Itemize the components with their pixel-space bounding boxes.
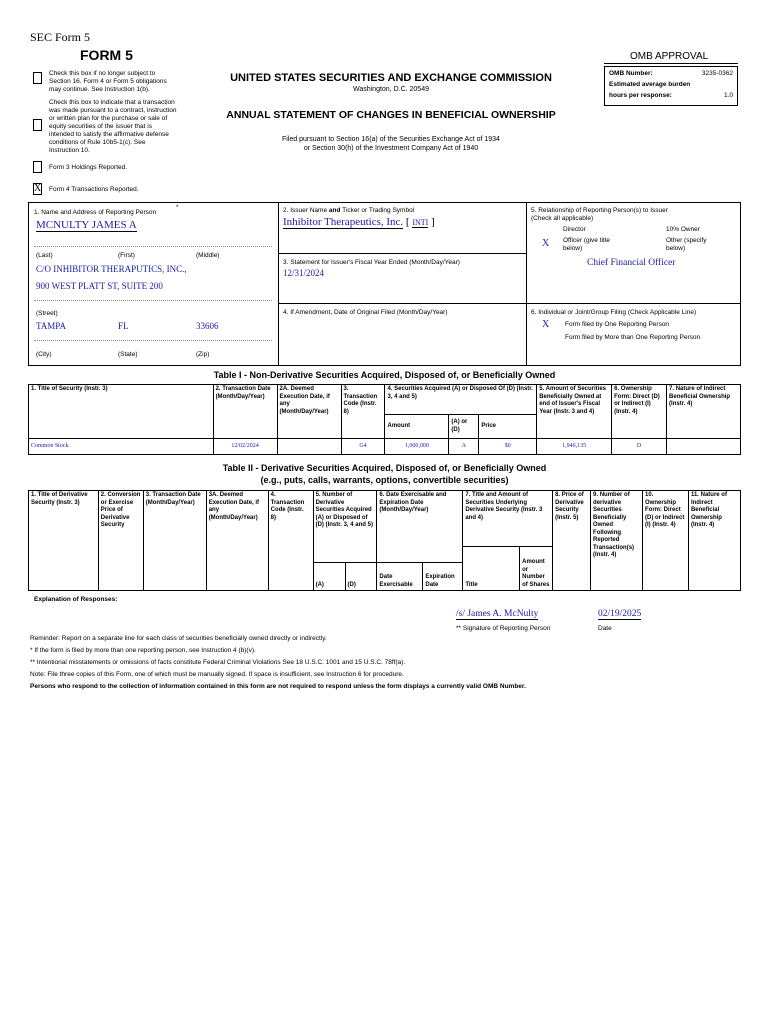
t2-h3a: 3A. Deemed Execution Date, if any (Month/Day/Year) <box>206 491 268 591</box>
fiscal-year-label: 3. Statement for Issuer's Fiscal Year Ended (Month/Day/Year) <box>283 259 460 266</box>
t1-h4-price: Price <box>479 415 537 439</box>
city-label: (City) <box>36 351 52 358</box>
no-longer-subject-checkbox[interactable] <box>33 72 42 84</box>
form3-checkbox[interactable] <box>33 161 42 173</box>
reporting-person-label: 1. Name and Address of Reporting Person <box>34 209 157 216</box>
table2-subtitle: (e.g., puts, calls, warrants, options, convertible securities) <box>260 475 509 485</box>
director-label: Director <box>563 226 586 233</box>
table2 <box>28 490 741 591</box>
form4-checkbox[interactable]: X <box>34 183 42 194</box>
form3-text: Form 3 Holdings Reported. <box>49 164 128 171</box>
statement-title: ANNUAL STATEMENT OF CHANGES IN BENEFICIAL OWNERSHIP <box>226 109 556 121</box>
t1-h4-amount: Amount <box>385 415 449 439</box>
t1-h4-aord: (A) or (D) <box>449 415 479 439</box>
t2-h6-exercisable: Date Exercisable <box>377 563 423 591</box>
t2-h7-amount: Amount or Number of Shares <box>520 547 553 591</box>
filing-label: 6. Individual or Joint/Group Filing (Check Applicable Line) <box>531 309 697 316</box>
note-omb: Persons who respond to the collection of information contained in this form are not required to respond unless the form displays a currently valid OMB Number. <box>30 683 526 690</box>
t1-h1: 1. Title of Security (Instr. 3) <box>29 385 214 439</box>
commission-city: Washington, D.C. 20549 <box>352 86 429 93</box>
fiscal-year-value: 12/31/2024 <box>283 268 325 278</box>
t1-h4: 4. Securities Acquired (A) or Disposed Of (D) (Instr. 3, 4 and 5) <box>385 385 537 415</box>
t1-row-nature <box>667 439 741 455</box>
sec-form-label: SEC Form 5 <box>30 30 91 44</box>
t2-h5-d: (D) <box>345 563 377 591</box>
ten-pct-owner-label: 10% Owner <box>666 226 700 233</box>
issuer-name[interactable]: Inhibitor Therapeutics, Inc. <box>283 216 404 228</box>
t2-h2: 2. Conversion or Exercise Price of Derivative Security <box>98 491 143 591</box>
omb-heading: OMB APPROVAL <box>630 51 709 62</box>
relationship-label: 5. Relationship of Reporting Person(s) to Issuer <box>531 207 668 214</box>
t2-h4: 4. Transaction Code (Instr. 8) <box>268 491 313 591</box>
omb-box <box>604 66 738 106</box>
t2-h8: 8. Price of Derivative Security (Instr. 5) <box>553 491 591 591</box>
more-person-label: Form filed by More than One Reporting Person <box>565 334 701 341</box>
note-misstatements: ** Intentional misstatements or omissions of facts constitute Federal Criminal Violations See 18 U.S.C. 1001 and 15 U.S.C. 78ff(a). <box>30 659 406 666</box>
t1-row-owned: 1,946,135 <box>537 439 612 455</box>
table2-title: Table II - Derivative Securities Acquired, Disposed of, or Beneficially Owned <box>222 463 547 473</box>
t2-h10: 10. Ownership Form: Direct (D) or Indirect (I) (Instr. 4) <box>643 491 689 591</box>
commission-title: UNITED STATES SECURITIES AND EXCHANGE COMMISSION <box>230 72 552 84</box>
form4-text: Form 4 Transactions Reported. <box>49 186 139 193</box>
city-value: TAMPA <box>36 321 66 331</box>
t1-row-amount: 1,000,000 <box>385 439 449 455</box>
omb-number-label: OMB Number: <box>609 70 653 77</box>
address-line-1: C/O INHIBITOR THERAPUTICS, INC., <box>36 264 187 274</box>
t2-h9: 9. Number of derivative Securities Beneficially Owned Following Reported Transaction(s) (Instr. 4) <box>591 491 643 591</box>
signature-date[interactable]: 02/19/2025 <box>598 609 642 619</box>
issuer-label: 2. Issuer Name and Ticker or Trading Symbol <box>283 207 415 214</box>
filed-pursuant-2: or Section 30(h) of the Investment Company Act of 1940 <box>303 145 479 152</box>
t2-h11: 11. Nature of Indirect Beneficial Ownership (Instr. 4) <box>688 491 740 591</box>
t2-h5-a: (A) <box>313 563 345 591</box>
signature-label: ** Signature of Reporting Person <box>456 625 551 632</box>
t2-h5: 5. Number of Derivative Securities Acquired (A) or Disposed of (D) (Instr. 3, 4 and 5) <box>313 491 377 563</box>
first-label: (First) <box>118 252 135 259</box>
note-copies: Note: File three copies of this Form, one of which must be manually signed. If space is insufficient, see Instruction 6 for procedure. <box>30 671 404 678</box>
reminder-text: Reminder: Report on a separate line for each class of securities beneficially owned directly or indirectly. <box>30 635 327 642</box>
middle-label: (Middle) <box>196 252 220 259</box>
t2-h7: 7. Title and Amount of Securities Underlying Derivative Security (Instr. 3 and 4) <box>463 491 553 547</box>
officer-checkmark[interactable]: X <box>542 238 550 249</box>
one-person-checkmark[interactable]: X <box>542 319 550 330</box>
bracket-close: ] <box>431 216 435 228</box>
table1-title: Table I - Non-Derivative Securities Acquired, Disposed of, or Beneficially Owned <box>213 370 556 380</box>
officer-label: Officer (give title below) <box>563 237 610 252</box>
t1-h2a: 2A. Deemed Execution Date, if any (Month/Day/Year) <box>277 385 341 439</box>
one-person-label: Form filed by One Reporting Person <box>565 321 670 328</box>
filed-pursuant-1: Filed pursuant to Section 16(a) of the Securities Exchange Act of 1934 <box>282 136 500 143</box>
officer-title: Chief Financial Officer <box>587 258 676 268</box>
note-multiple-persons: * If the form is filed by more than one reporting person, see Instruction 4 (b)(v). <box>30 647 256 654</box>
state-label: (State) <box>118 351 138 358</box>
last-label: (Last) <box>36 252 53 259</box>
t1-row-code: G4 <box>341 439 385 455</box>
t1-h7: 7. Nature of Indirect Beneficial Ownership (Instr. 4) <box>667 385 741 439</box>
no-longer-subject-text: Check this box if no longer subject to Section 16. Form 4 or Form 5 obligations may continue. See Instruction 1(b). <box>49 70 167 93</box>
t2-h6-expiration: Expiration Date <box>423 563 463 591</box>
t2-h6: 6. Date Exercisable and Expiration Date (Month/Day/Year) <box>377 491 463 563</box>
signature-value[interactable]: /s/ James A. McNulty <box>456 609 539 619</box>
t1-row-form: D <box>612 439 667 455</box>
amendment-label: 4. If Amendment, Date of Original Filed (Month/Day/Year) <box>283 309 448 316</box>
t1-row-deemed <box>277 439 341 455</box>
t1-row-aord: A <box>449 439 479 455</box>
t1-h5: 5. Amount of Securities Beneficially Owned at end of Issuer's Fiscal Year (Instr. 3 and 4) <box>537 385 612 439</box>
omb-hours-label: hours per response: <box>609 92 672 99</box>
form-title: FORM 5 <box>80 47 133 63</box>
other-label: Other (specify below) <box>666 237 707 252</box>
table1 <box>28 384 741 455</box>
zip-value: 33606 <box>196 321 219 331</box>
t2-h3: 3. Transaction Date (Month/Day/Year) <box>143 491 206 591</box>
state-value: FL <box>118 321 129 331</box>
t1-row-date: 12/02/2024 <box>213 439 277 455</box>
t1-h3: 3. Transaction Code (Instr. 8) <box>341 385 385 439</box>
explanation-label: Explanation of Responses: <box>34 596 118 603</box>
zip-label: (Zip) <box>196 351 210 358</box>
omb-hours-value: 1.0 <box>723 92 733 99</box>
t1-h6: 6. Ownership Form: Direct (D) or Indirect (I) (Instr. 4) <box>612 385 667 439</box>
reporting-person-name[interactable]: MCNULTY JAMES A <box>36 219 137 231</box>
bracket-open: [ <box>405 216 410 228</box>
rule-10b5-text: Check this box to indicate that a transaction was made pursuant to a contract, instruction or written plan for the purchase or sale of equity securities of the issuer that is intended to satisfy the affirmative defense conditions of Rule 10b5-1(c). See Instruction 10. <box>49 99 177 154</box>
t1-row-price: $0 <box>479 439 537 455</box>
table-row <box>29 439 741 455</box>
t2-h1: 1. Title of Derivative Security (Instr. 3) <box>29 491 99 591</box>
reporting-person-asterisk: * <box>176 205 179 211</box>
relationship-sublabel: (Check all applicable) <box>531 215 594 222</box>
issuer-name-line <box>283 216 435 228</box>
rule-10b5-checkbox[interactable] <box>33 119 42 131</box>
omb-number-value: 3235-0362 <box>701 70 733 77</box>
issuer-ticker[interactable]: INTI <box>412 218 429 227</box>
date-label: Date <box>598 625 612 632</box>
t2-h7-title: Title <box>463 547 520 591</box>
address-line-2: 900 WEST PLATT ST, SUITE 200 <box>36 281 163 291</box>
omb-burden-label: Estimated average burden <box>609 81 691 88</box>
t1-h2: 2. Transaction Date (Month/Day/Year) <box>213 385 277 439</box>
street-label: (Street) <box>36 310 58 317</box>
t1-row-title: Common Stock <box>29 439 214 455</box>
